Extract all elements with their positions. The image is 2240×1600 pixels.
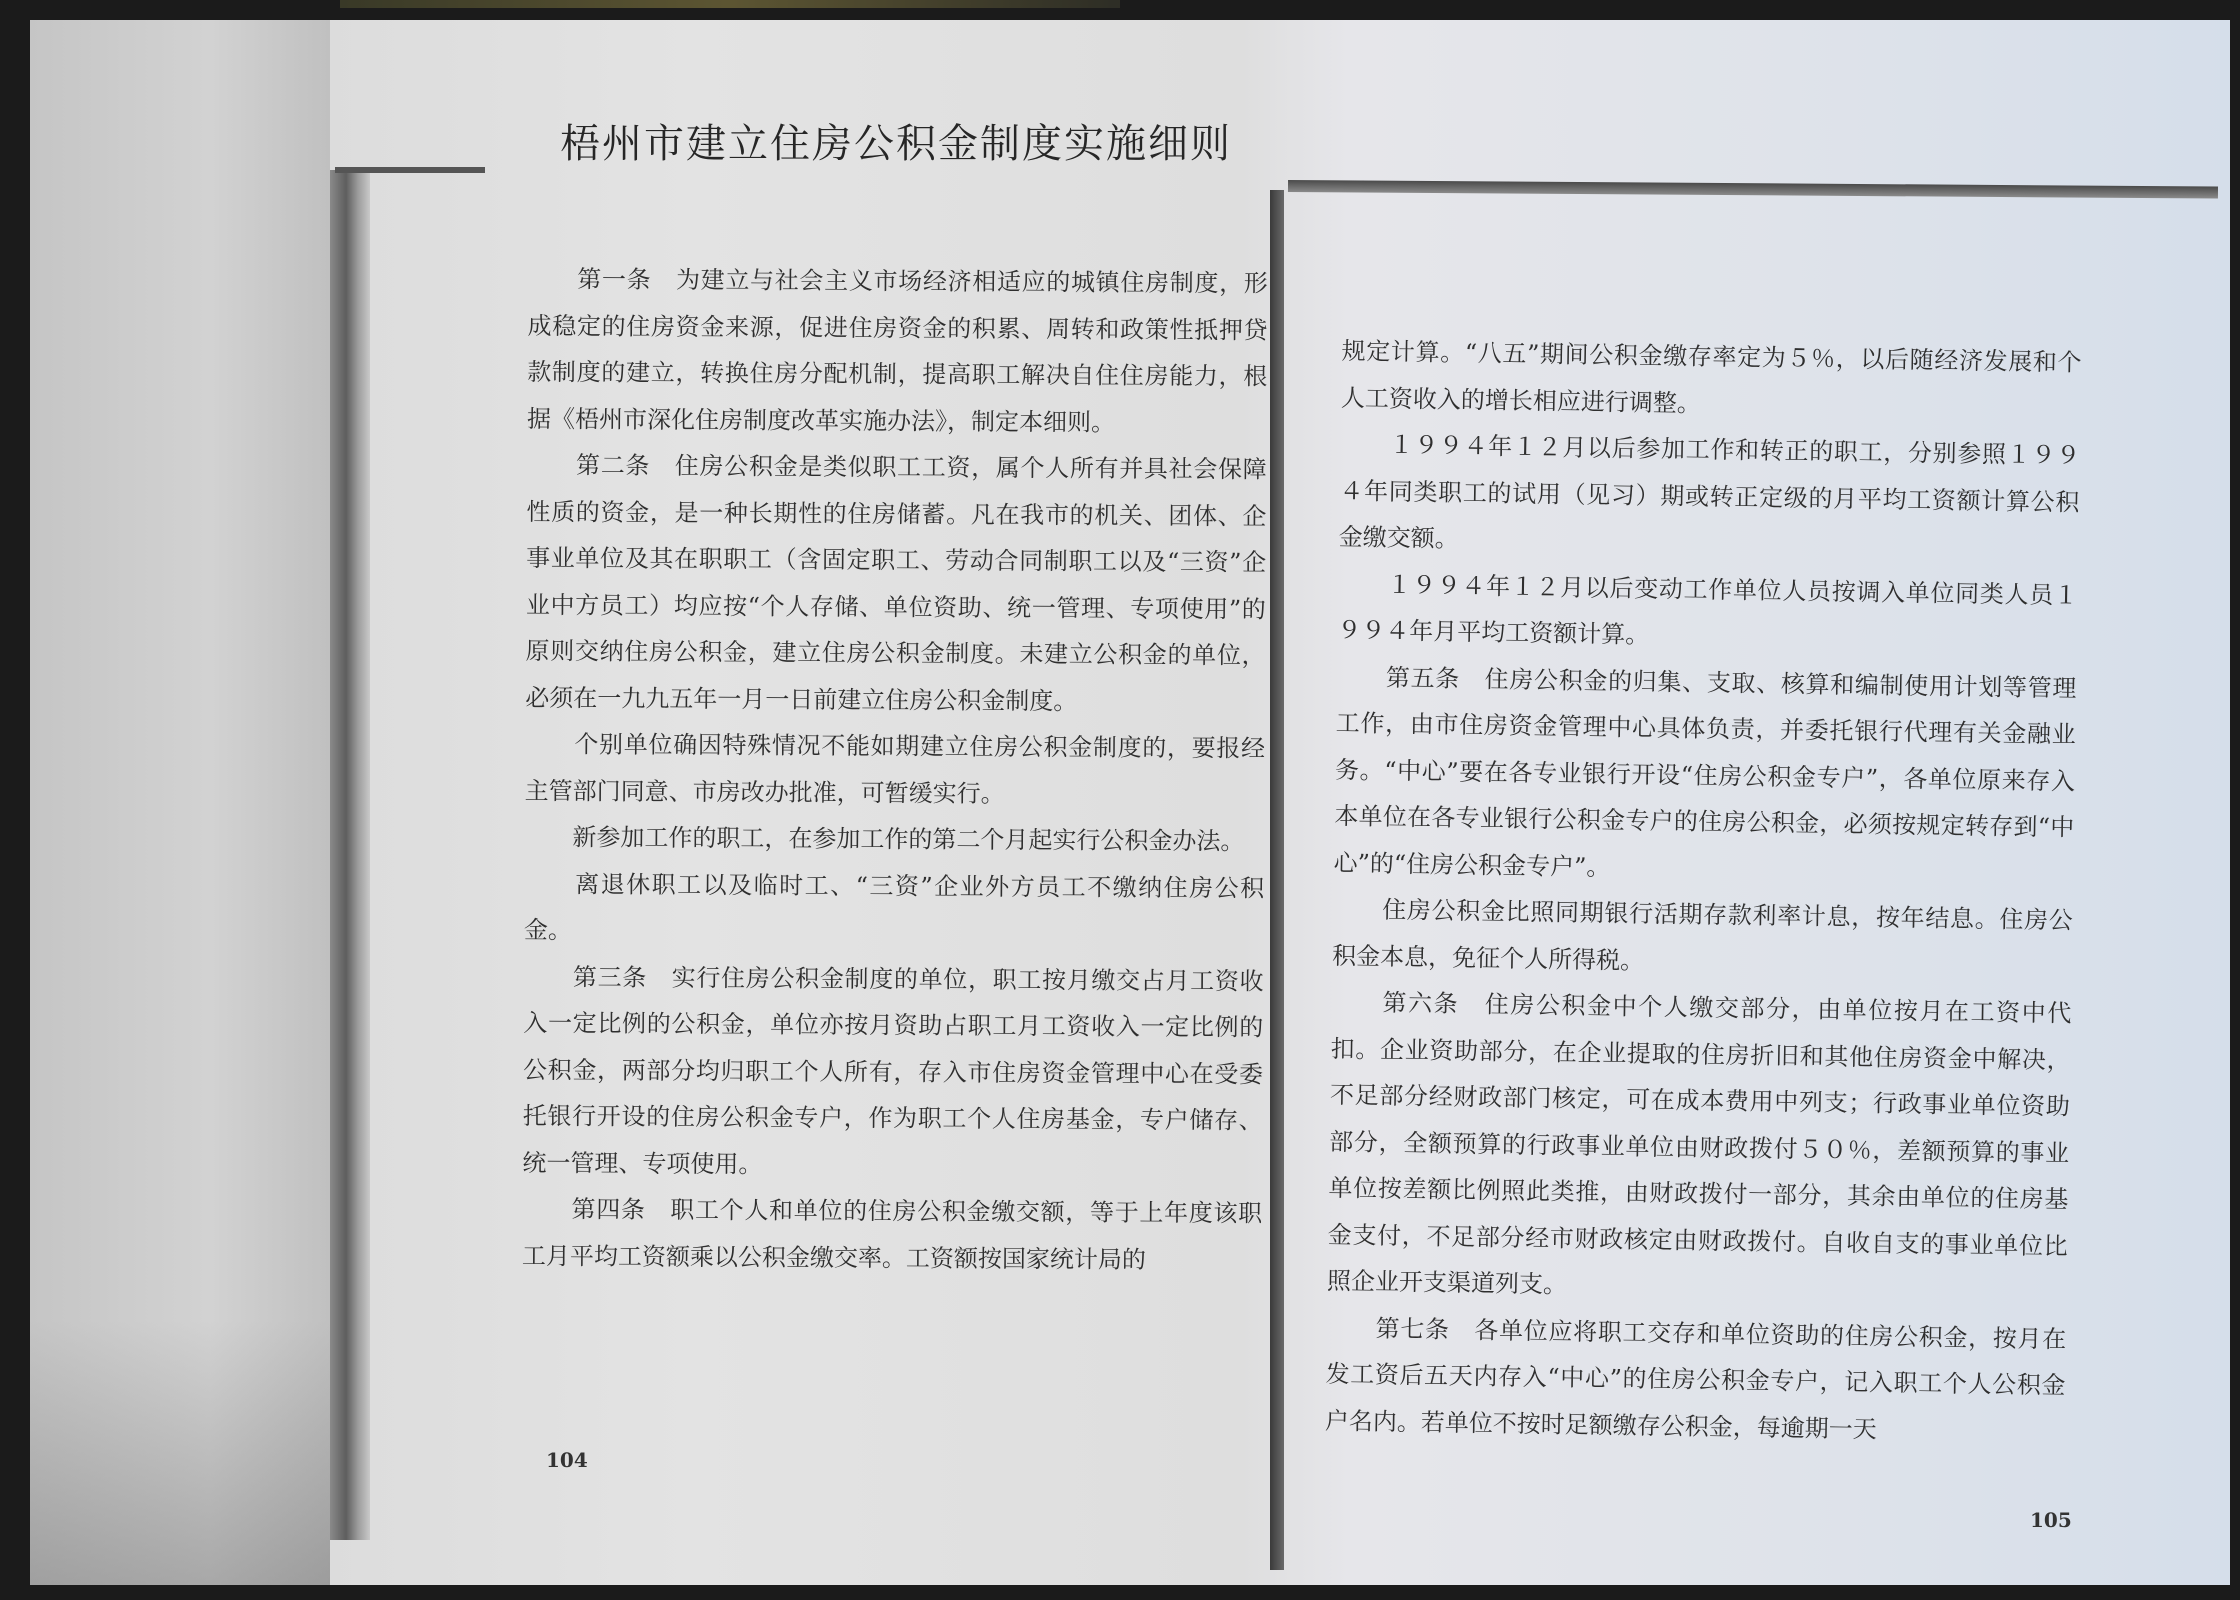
paragraph: 第一条 为建立与社会主义市场经济相适应的城镇住房制度，形成稳定的住房资金来源，促进住房资金的积累、周转和政策性抵押贷款制度的建立，转换住房分配机制，提高职工解决自住住房能力，根据《梧州市深化住房制度改革实施办法》，制定本细则。 (526, 264, 1268, 437)
left-page-bottom-shadow (30, 1320, 330, 1585)
paragraph: １９９４年１２月以后变动工作单位人员按调入单位同类人员１９９４年月平均工资额计算。 (1337, 569, 2079, 649)
paragraph: 第六条 住房公积金中个人缴交部分，由单位按月在工资中代扣。企业资助部分，在企业提取的住房折旧和其他住房资金中解决，不足部分经财政部门核定，可在成本费用中列支；行政事业单位资助部分，全额预算的行政事业单位由财政拨付５０％，差额预算的事业单位按差额比例照此类推，由财政拨付一部分，其余由单位的住房基金支付，不足部分经市财政核定由财政拨付。自收自支的事业单位比照企业开支渠道列支。 (1326, 987, 2072, 1299)
scanned-book-spread (30, 20, 2230, 1585)
left-page-edge-top (335, 167, 485, 173)
paragraph: 第四条 职工个人和单位的住房公积金缴交额，等于上年度该职工月平均工资额乘以公积金缴交率。工资额按国家统计局的 (521, 1194, 1263, 1274)
scan-top-smudge (340, 0, 1120, 8)
paragraph: 第五条 住房公积金的归集、支取、核算和编制使用计划等管理工作，由市住房资金管理中心具体负责，并委托银行代理有关金融业务。“中心”要在各专业银行开设“住房公积金专户”，各单位原来存入本单位在各专业银行公积金专户的住房公积金，必须按规定转存到“中心”的“住房公积金专户”。 (1333, 662, 2077, 881)
paragraph: 新参加工作的职工，在参加工作的第二个月起实行公积金办法。 (524, 822, 1245, 856)
right-page-body (1324, 328, 2081, 1455)
page-number-left: 104 (546, 1448, 588, 1472)
paragraph: 个别单位确因特殊情况不能如期建立住房公积金制度的，要报经主管部门同意、市房改办批准，可暂缓实行。 (524, 729, 1266, 808)
right-page-top-edge (1288, 180, 2218, 198)
paragraph: 第七条 各单位应将职工交存和单位资助的住房公积金，按月在发工资后五天内存入“中心”的住房公积金专户，记入职工个人公积金户名内。若单位不按时足额缴存公积金，每逾期一天 (1324, 1313, 2067, 1444)
paragraph: 住房公积金比照同期银行活期存款利率计息，按年结息。住房公积金本息，免征个人所得税。 (1331, 894, 2074, 975)
left-page-edge-stack (330, 170, 370, 1540)
page-title: 梧州市建立住房公积金制度实施细则 (560, 121, 1232, 167)
page-number-right: 105 (2030, 1508, 2072, 1532)
paragraph: １９９４年１２月以后参加工作和转正的职工，分别参照１９９４年同类职工的试用（见习）期或转正定级的月平均工资额计算公积金缴交额。 (1338, 429, 2081, 553)
paragraph: 离退休职工以及临时工、“三资”企业外方员工不缴纳住房公积金。 (523, 869, 1265, 945)
left-page-body (522, 256, 1268, 1284)
paragraph: 第二条 住房公积金是类似职工工资，属个人所有并具社会保障性质的资金，是一种长期性的住房储蓄。凡在我市的机关、团体、企事业单位及其在职职工（含固定职工、劳动合同制职工以及“三资”企业中方员工）均应按“个人存储、单位资助、统一管理、专项使用”的原则交纳住房公积金，建立住房公积金制度。未建立公积金的单位，必须在一九九五年一月一日前建立住房公积金制度。 (525, 450, 1267, 715)
paragraph: 规定计算。“八五”期间公积金缴存率定为５％，以后随经济发展和个人工资收入的增长相应进行调整。 (1340, 336, 2082, 418)
paragraph: 第三条 实行住房公积金制度的单位，职工按月缴交占月工资收入一定比例的公积金，单位亦按月资助占职工月工资收入一定比例的公积金，两部分均归职工个人所有，存入市住房资金管理中心在受委托银行开设的住房公积金专户，作为职工个人住房基金，专户储存、统一管理、专项使用。 (522, 962, 1264, 1178)
book-spine (1270, 190, 1284, 1570)
